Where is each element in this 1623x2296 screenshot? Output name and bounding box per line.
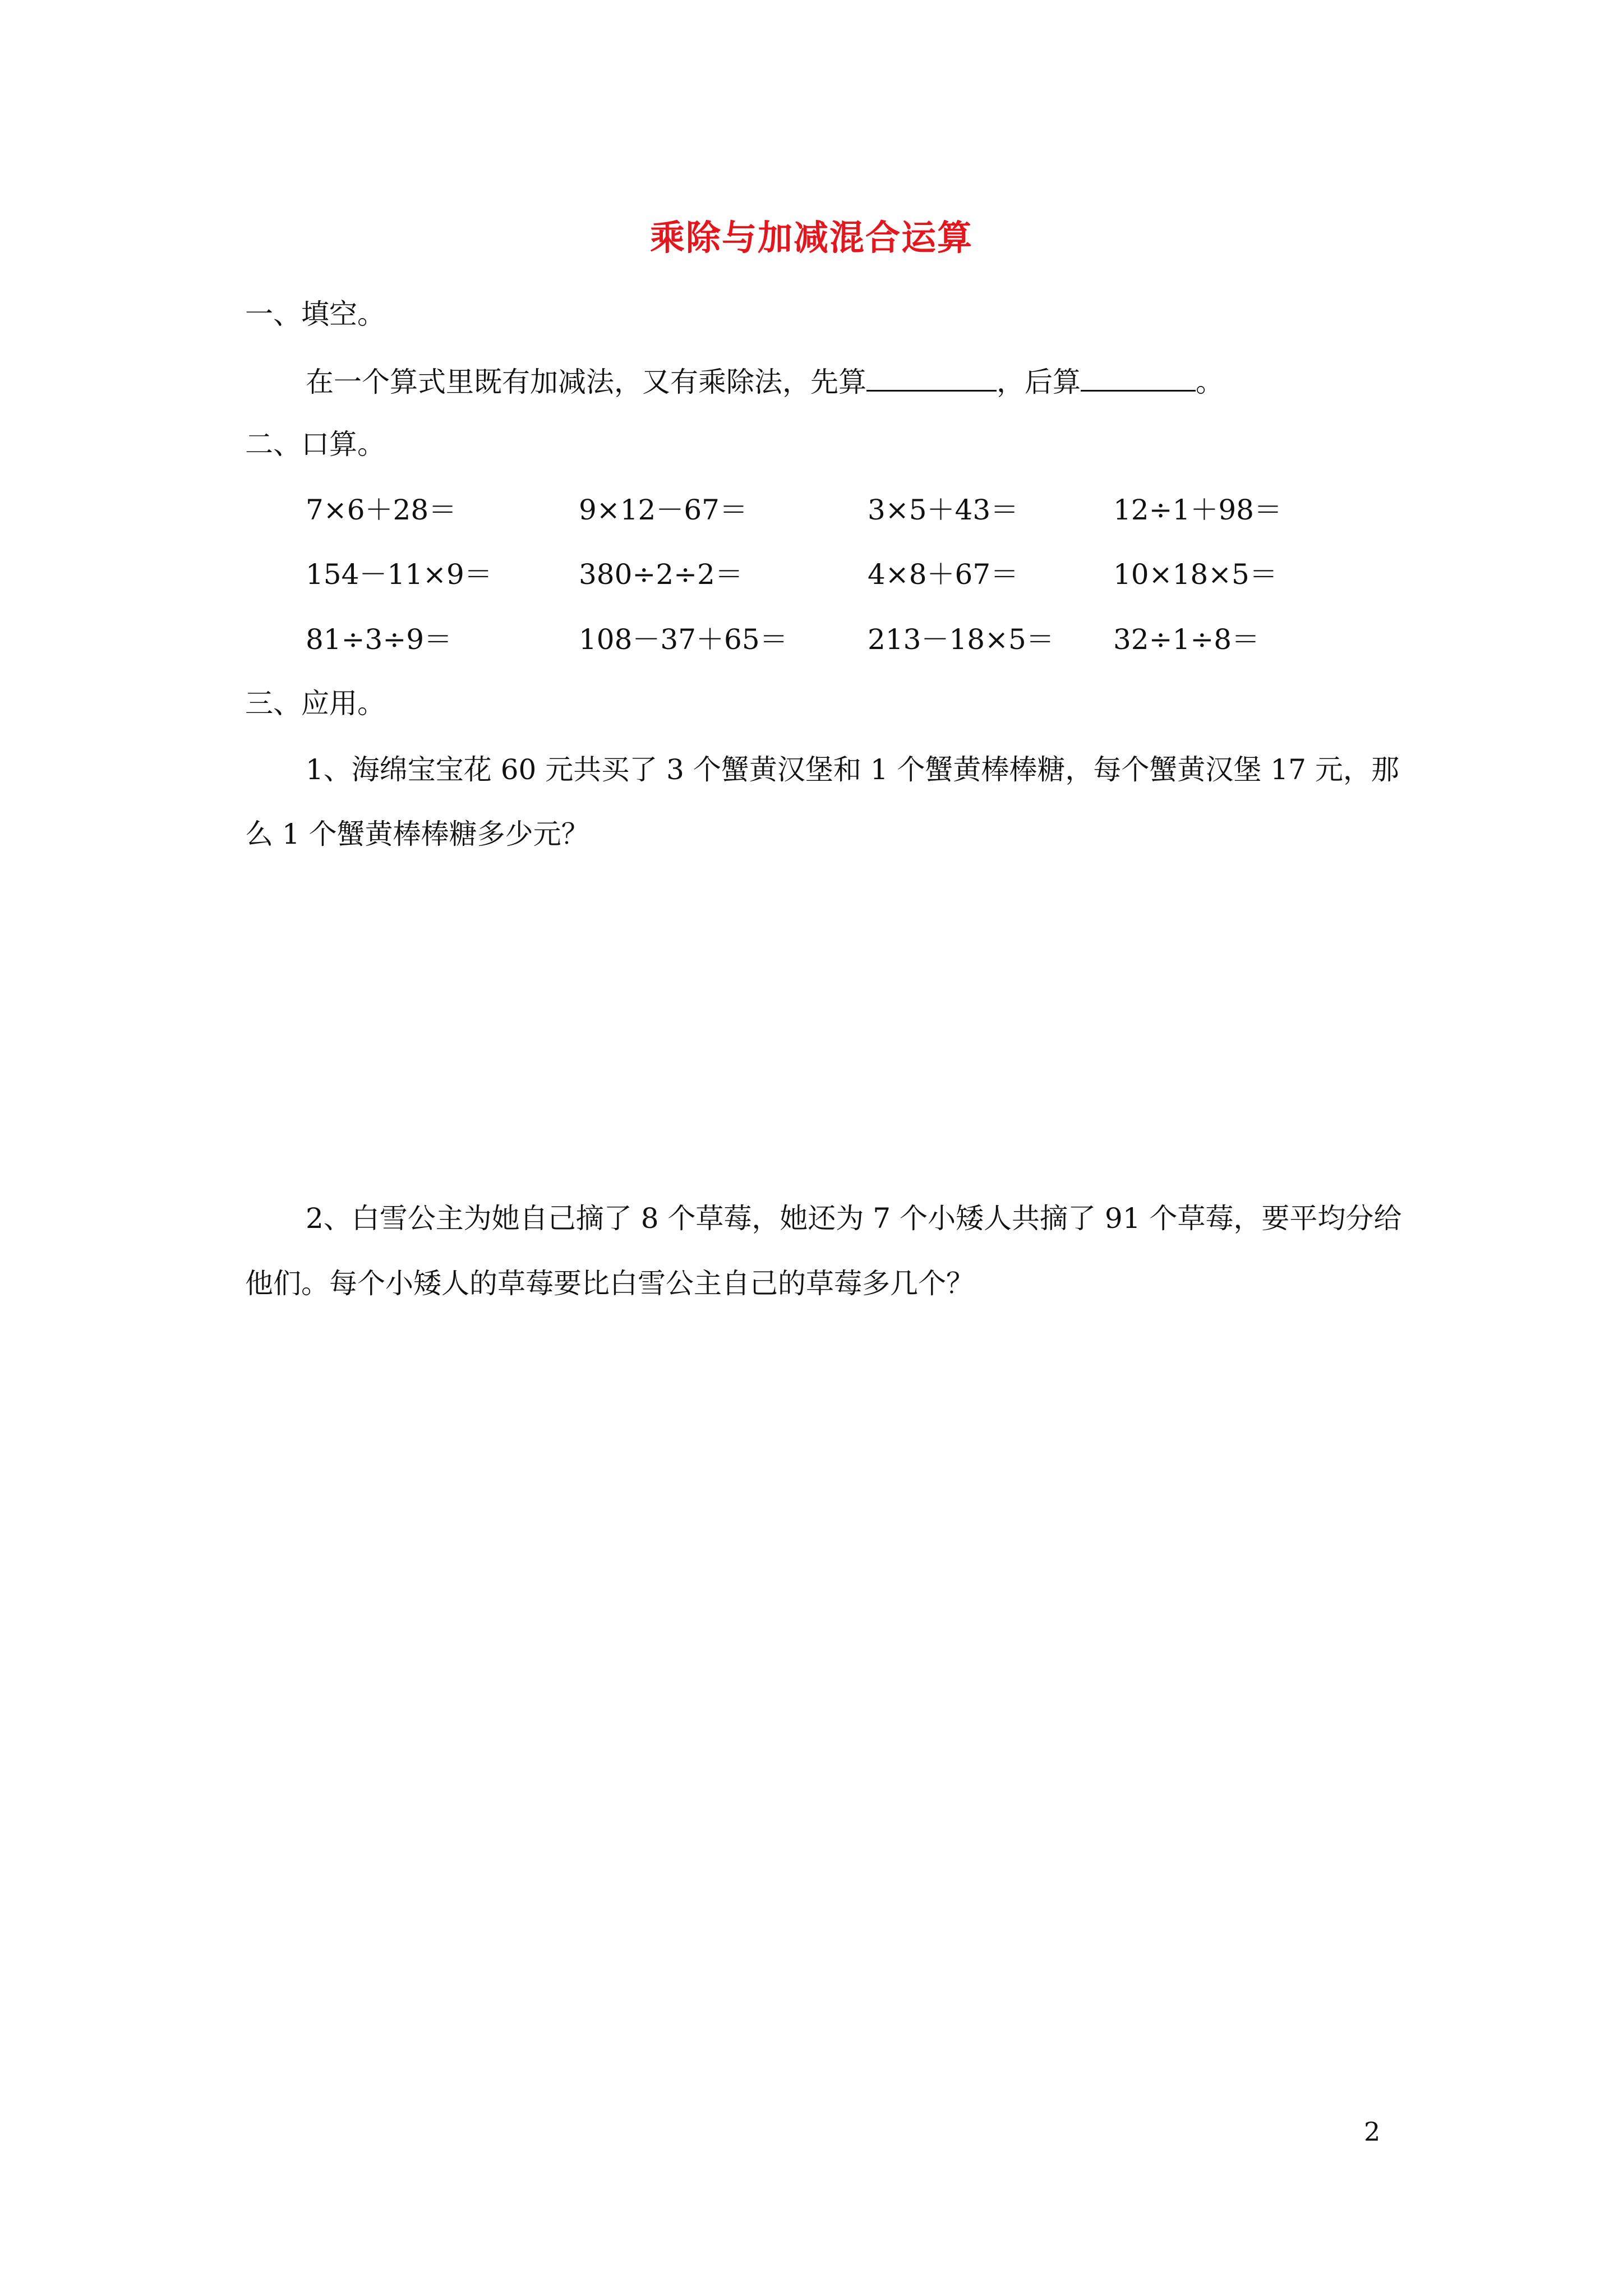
problem-2-line-1: 2、白雪公主为她自己摘了 8 个草莓，她还为 7 个小矮人共摘了 91 个草莓，要平均分给 [306, 1202, 1402, 1235]
calc-item: 32÷1÷8＝ [1113, 623, 1260, 656]
section-heading-application: 三、应用。 [245, 687, 385, 720]
answer-blank-first[interactable] [866, 362, 997, 392]
fill-blank-text-b: ，后算 [997, 366, 1081, 398]
page-title: 乘除与加减混合运算 [649, 217, 973, 258]
problem-1-line-1: 1、海绵宝宝花 60 元共买了 3 个蟹黄汉堡和 1 个蟹黄棒棒糖，每个蟹黄汉堡 17 元，那 [306, 753, 1399, 786]
calc-item: 154－11×9＝ [306, 558, 492, 591]
problem-1-line-2: 么 1 个蟹黄棒棒糖多少元？ [245, 818, 589, 850]
calc-item: 380÷2÷2＝ [579, 558, 743, 591]
section-heading-fill-blank: 一、填空。 [245, 298, 385, 330]
calc-item: 7×6＋28＝ [306, 494, 457, 526]
fill-blank-text-a: 在一个算式里既有加减法，又有乘除法，先算 [306, 366, 866, 398]
calc-item: 213－18×5＝ [868, 623, 1054, 656]
calc-item: 81÷3÷9＝ [306, 623, 453, 656]
calc-item: 10×18×5＝ [1113, 558, 1278, 591]
page-number: 2 [1364, 2116, 1381, 2147]
calc-item: 4×8＋67＝ [868, 558, 1019, 591]
calc-item: 3×5＋43＝ [868, 494, 1019, 526]
calc-item: 108－37＋65＝ [579, 623, 788, 656]
fill-blank-question [306, 362, 1224, 400]
fill-blank-text-c: 。 [1196, 366, 1224, 398]
answer-blank-second[interactable] [1081, 362, 1196, 392]
calc-item: 12÷1＋98＝ [1113, 494, 1282, 526]
problem-2-line-2: 他们。每个小矮人的草莓要比白雪公主自己的草莓多几个？ [245, 1267, 974, 1300]
calc-item: 9×12－67＝ [579, 494, 748, 526]
section-heading-mental-math: 二、口算。 [245, 428, 385, 461]
